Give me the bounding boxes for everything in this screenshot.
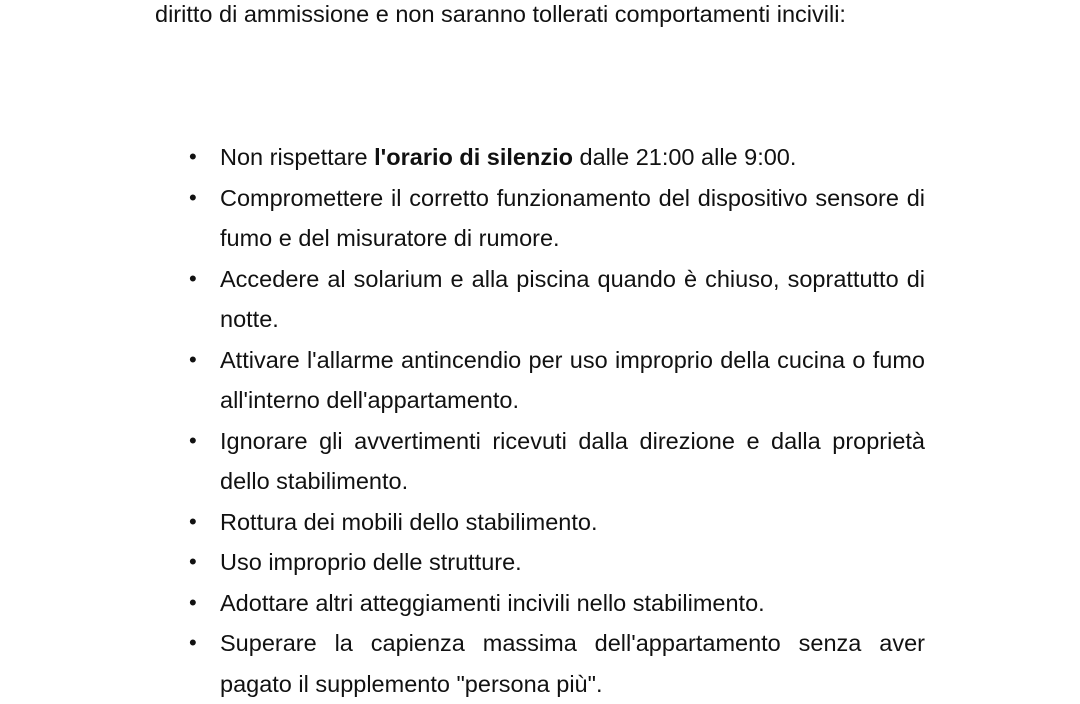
- rule-text: Attivare l'allarme antincendio per uso improprio della cucina o fumo all'interno dell'appartamento.: [220, 346, 925, 413]
- rule-text: Uso improprio delle strutture.: [220, 549, 522, 575]
- rule-text-start: Non rispettare: [220, 144, 375, 170]
- rules-list: [220, 137, 925, 704]
- rule-item-capacity: [220, 623, 925, 704]
- rule-text-end: dalle 21:00 alle 9:00.: [572, 144, 797, 170]
- rule-text: Ignorare gli avvertimenti ricevuti dalla direzione e dalla proprietà dello stabilimento.: [220, 427, 925, 494]
- rule-text: Compromettere il corretto funzionamento del dispositivo sensore di fumo e del misuratore di rumore.: [220, 184, 925, 251]
- rule-text: Adottare altri atteggiamenti incivili nello stabilimento.: [220, 589, 765, 616]
- intro-paragraph: diritto di ammissione e non saranno tollerati comportamenti incivili:: [155, 1, 846, 27]
- rule-text: Rottura dei mobili dello stabilimento.: [220, 508, 598, 535]
- rule-item-uncivil-behavior: [220, 583, 925, 624]
- rule-item-warnings: [220, 421, 925, 502]
- rule-bold-text: l'orario di silenzio: [374, 144, 573, 170]
- rule-item-solarium-pool: [220, 259, 925, 340]
- rule-text: Superare la capienza massima dell'appartamento senza aver pagato il supplemento "persona più".: [220, 630, 925, 697]
- rule-item-quiet-hours: [220, 137, 925, 178]
- rule-item-smoke-sensor: [220, 178, 925, 259]
- rule-item-facilities: [220, 542, 925, 583]
- rule-item-furniture: [220, 502, 925, 543]
- rule-item-fire-alarm: [220, 340, 925, 421]
- rule-text: Accedere al solarium e alla piscina quando è chiuso, soprattutto di notte.: [220, 265, 925, 332]
